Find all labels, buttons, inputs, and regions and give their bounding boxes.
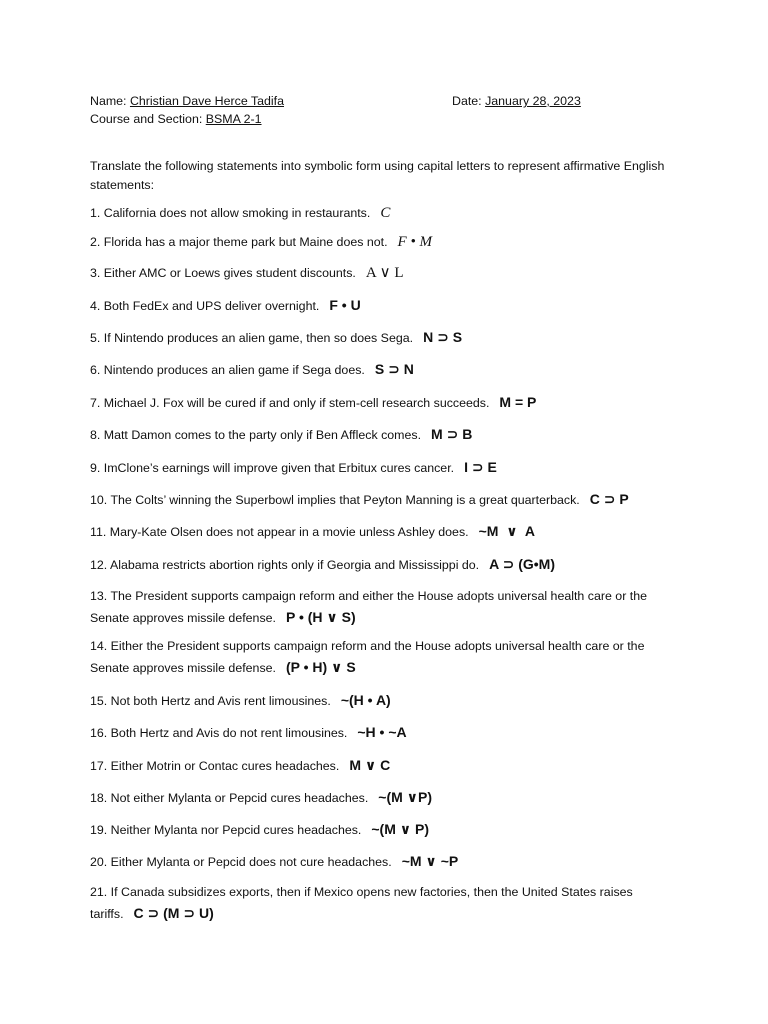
item-text: 12. Alabama restricts abortion rights only if Georgia and Mississippi do. <box>90 558 480 572</box>
item-text: 6. Nintendo produces an alien game if Sega does. <box>90 363 365 377</box>
item-text: 19. Neither Mylanta nor Pepcid cures headaches. <box>90 823 362 837</box>
date-label: Date: <box>452 94 482 108</box>
item-text: 13. The President supports campaign reform and either the House adopts universal health care or the Senate approves missile defense. <box>90 589 647 625</box>
item-answer: C <box>380 205 391 221</box>
item-answer: ~(H • A) <box>340 692 391 708</box>
item-text: 7. Michael J. Fox will be cured if and only if stem-cell research succeeds. <box>90 396 490 410</box>
list-item <box>90 521 680 542</box>
list-item <box>90 882 680 925</box>
item-answer: ~(M ∨ P) <box>371 821 430 837</box>
item-answer: ~M ∨ ~P <box>401 853 459 869</box>
name-value: Christian Dave Herce Tadifa <box>129 94 284 108</box>
item-answer: C ⊃ P <box>589 491 629 507</box>
item-answer: ~H • ~A <box>357 724 407 740</box>
item-answer: ~(M ∨P) <box>378 789 433 805</box>
item-answer: S ⊃ N <box>374 361 414 377</box>
course-label: Course and Section: <box>90 112 203 126</box>
course-value: BSMA 2-1 <box>205 112 262 126</box>
item-answer: P • (H ∨ S) <box>285 609 356 625</box>
item-text: 18. Not either Mylanta or Pepcid cures headaches. <box>90 791 369 805</box>
item-answer: I ⊃ E <box>464 459 497 475</box>
item-text: 17. Either Motrin or Contac cures headaches. <box>90 759 340 773</box>
item-answer: A ⊃ (G•M) <box>489 556 556 572</box>
item-text: 20. Either Mylanta or Pepcid does not cure headaches. <box>90 855 392 869</box>
list-item <box>90 690 680 711</box>
list-item <box>90 359 680 380</box>
list-item <box>90 232 680 252</box>
list-item <box>90 263 680 283</box>
item-answer: F • U <box>329 297 361 313</box>
item-text: 4. Both FedEx and UPS deliver overnight. <box>90 299 320 313</box>
item-text: 9. ImClone’s earnings will improve given that Erbitux cures cancer. <box>90 461 455 475</box>
list-item <box>90 295 680 316</box>
list-item <box>90 755 680 776</box>
list-item <box>90 787 680 808</box>
list-item <box>90 392 680 413</box>
item-text: 3. Either AMC or Loews gives student discounts. <box>90 266 356 280</box>
item-text: 14. Either the President supports campaign reform and the House adopts universal health care or the Senate approves missile defense. <box>90 639 645 675</box>
name-label: Name: <box>90 94 127 108</box>
item-answer: M = P <box>499 394 537 410</box>
course-line <box>90 112 262 126</box>
item-text: 11. Mary-Kate Olsen does not appear in a movie unless Ashley does. <box>90 525 469 539</box>
item-answer: (P • H) ∨ S <box>285 659 356 675</box>
date-line <box>452 94 581 108</box>
name-line <box>90 94 284 108</box>
item-text: 15. Not both Hertz and Avis rent limousines. <box>90 694 331 708</box>
list-item <box>90 457 680 478</box>
item-answer: C ⊃ (M ⊃ U) <box>133 905 214 921</box>
item-text: 2. Florida has a major theme park but Maine does not. <box>90 235 388 249</box>
item-text: 1. California does not allow smoking in restaurants. <box>90 206 371 220</box>
item-answer: ~M ∨ A <box>478 523 535 539</box>
instructions: Translate the following statements into symbolic form using capital letters to represent affirmative English statements: <box>90 159 665 192</box>
item-text: 16. Both Hertz and Avis do not rent limousines. <box>90 726 348 740</box>
item-answer: F • M <box>397 234 432 250</box>
item-text: 10. The Colts’ winning the Superbowl implies that Peyton Manning is a great quarterback. <box>90 493 580 507</box>
list-item <box>90 554 680 575</box>
list-item <box>90 722 680 743</box>
item-answer: M ∨ C <box>349 757 391 773</box>
item-text: 21. If Canada subsidizes exports, then if Mexico opens new factories, then the United States raises tariffs. <box>90 885 633 921</box>
list-item <box>90 819 680 840</box>
list-item <box>90 636 680 679</box>
list-item <box>90 203 680 223</box>
list-item <box>90 327 680 348</box>
item-answer: A ∨ L <box>365 265 404 281</box>
item-answer: M ⊃ B <box>431 426 473 442</box>
list-item <box>90 851 680 872</box>
list-item <box>90 586 680 629</box>
date-value: January 28, 2023 <box>485 94 581 108</box>
list-item <box>90 489 730 510</box>
item-answer: N ⊃ S <box>423 329 463 345</box>
item-text: 8. Matt Damon comes to the party only if Ben Affleck comes. <box>90 428 422 442</box>
list-item <box>90 424 680 445</box>
item-text: 5. If Nintendo produces an alien game, then so does Sega. <box>90 331 414 345</box>
